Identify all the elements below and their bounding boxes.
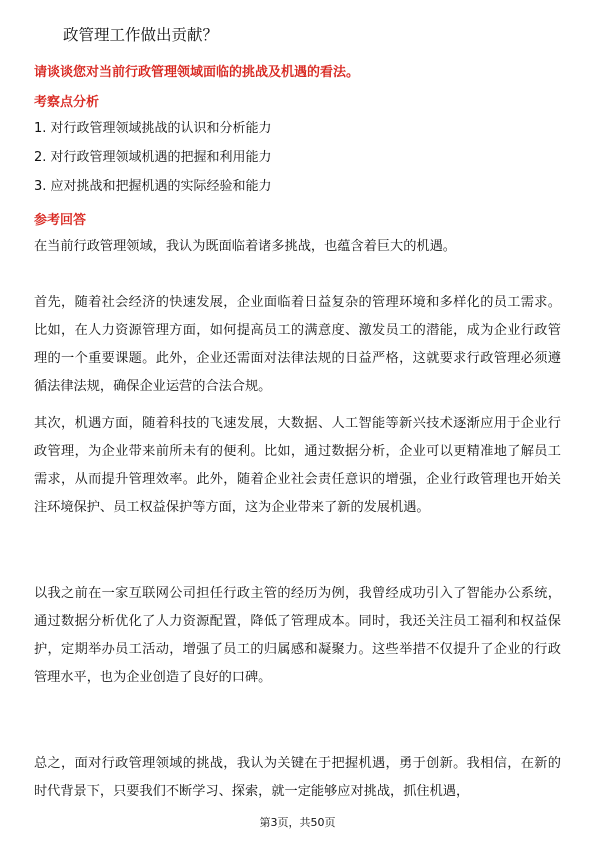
answer-paragraph: 总之，面对行政管理领域的挑战，我认为关键在于把握机遇，勇于创新。我相信，在新的时代背景下，只要我们不断学习、探索，就一定能够应对挑战，抓住机遇， xyxy=(34,756,561,799)
page-title: 政管理工作做出贡献？ xyxy=(63,26,219,44)
answer-paragraph: 其次，机遇方面，随着科技的飞速发展，大数据、人工智能等新兴技术逐渐应用于企业行政管理，为企业带来前所未有的便利。比如，通过数据分析，企业可以更精准地了解员工需求，从而提升管理效率。此外，随着企业社会责任意识的增强，企业行政管理也开始关注环境保护、员工权益保护等方面，这为企业带来了新的发展机遇。 xyxy=(34,416,561,515)
analysis-point: 2. 对行政管理领域机遇的把握和利用能力 xyxy=(34,150,272,165)
analysis-point: 1. 对行政管理领域挑战的认识和分析能力 xyxy=(34,121,272,136)
analysis-heading: 考察点分析 xyxy=(34,95,100,110)
page-number: 第3页，共50页 xyxy=(259,816,336,829)
analysis-point: 3. 应对挑战和把握机遇的实际经验和能力 xyxy=(34,179,272,194)
answer-paragraph: 首先，随着社会经济的快速发展，企业面临着日益复杂的管理环境和多样化的员工需求。比如，在人力资源管理方面，如何提高员工的满意度、激发员工的潜能，成为企业行政管理的一个重要课题。此外，企业还需面对法律法规的日益严格，这就要求行政管理必须遵循法律法规，确保企业运营的合法合规。 xyxy=(34,295,561,394)
answer-paragraph: 以我之前在一家互联网公司担任行政主管的经历为例，我曾经成功引入了智能办公系统，通过数据分析优化了人力资源配置，降低了管理成本。同时，我还关注员工福利和权益保护，定期举办员工活动，增强了员工的归属感和凝聚力。这些举措不仅提升了企业的行政管理水平，也为企业创造了良好的口碑。 xyxy=(34,586,561,685)
interview-question: 请谈谈您对当前行政管理领域面临的挑战及机遇的看法。 xyxy=(34,65,360,80)
answer-paragraph: 在当前行政管理领域，我认为既面临着诸多挑战，也蕴含着巨大的机遇。 xyxy=(34,239,456,254)
answer-heading: 参考回答 xyxy=(34,213,87,228)
